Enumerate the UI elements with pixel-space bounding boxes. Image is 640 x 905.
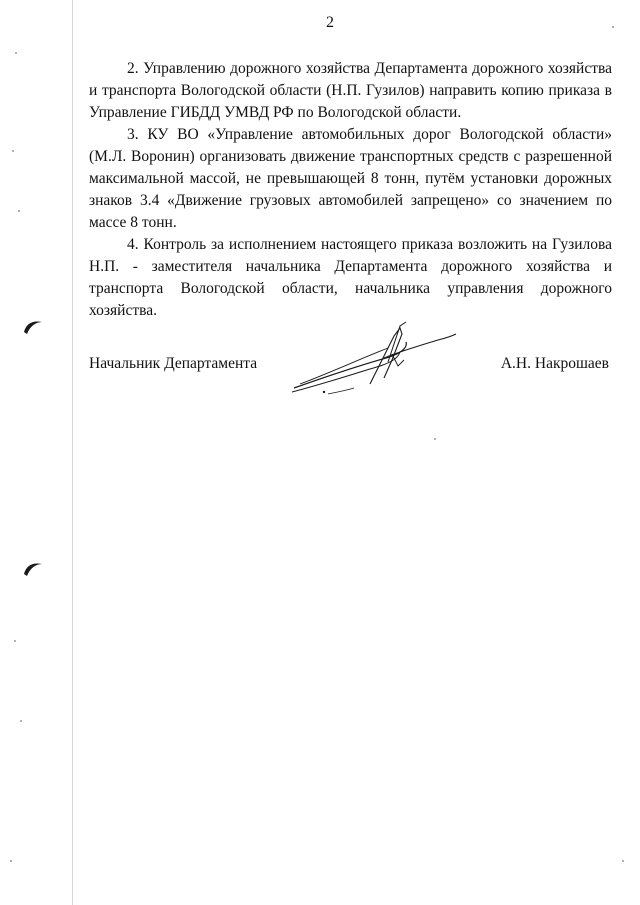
scan-edge-line	[72, 0, 73, 905]
scan-artifact	[20, 720, 22, 722]
document-body	[89, 58, 612, 322]
paragraph-item-3: 3. КУ ВО «Управление автомобильных дорог Вологодской области» (М.Л. Воронин) организовать движение транспортных средств с разрешенной максимальной массой, не превышающей 8 тонн, путём установки дорожных знаков 3.4 «Движение грузовых автомобилей запрещено» со значением по массе 8 тонн.	[89, 126, 612, 231]
scan-artifact	[10, 860, 12, 862]
page-number: 2	[326, 14, 334, 31]
handwritten-signature	[288, 318, 463, 400]
scan-artifact	[18, 210, 20, 212]
scan-artifact	[434, 438, 436, 440]
scan-artifact	[14, 640, 16, 642]
scan-artifact	[612, 26, 614, 28]
scan-artifact	[12, 150, 14, 152]
paragraph-item-2: 2. Управлению дорожного хозяйства Департамента дорожного хозяйства и транспорта Вологодской области (Н.П. Гузилов) направить копию приказа в Управление ГИБДД УМВД РФ по Вологодской области.	[89, 60, 612, 121]
signatory-name: А.Н. Накрошаев	[500, 355, 609, 372]
punch-hole-mark	[22, 318, 44, 336]
punch-hole-mark	[22, 560, 44, 578]
paragraph-item-4: 4. Контроль за исполнением настоящего приказа возложить на Гузилова Н.П. - заместителя начальника Департамента дорожного хозяйства и транспорта Вологодской области, начальника управления дорожного хозяйства.	[89, 236, 612, 319]
signatory-position: Начальник Департамента	[89, 355, 258, 372]
scan-artifact	[622, 860, 624, 862]
scan-artifact	[15, 52, 17, 54]
